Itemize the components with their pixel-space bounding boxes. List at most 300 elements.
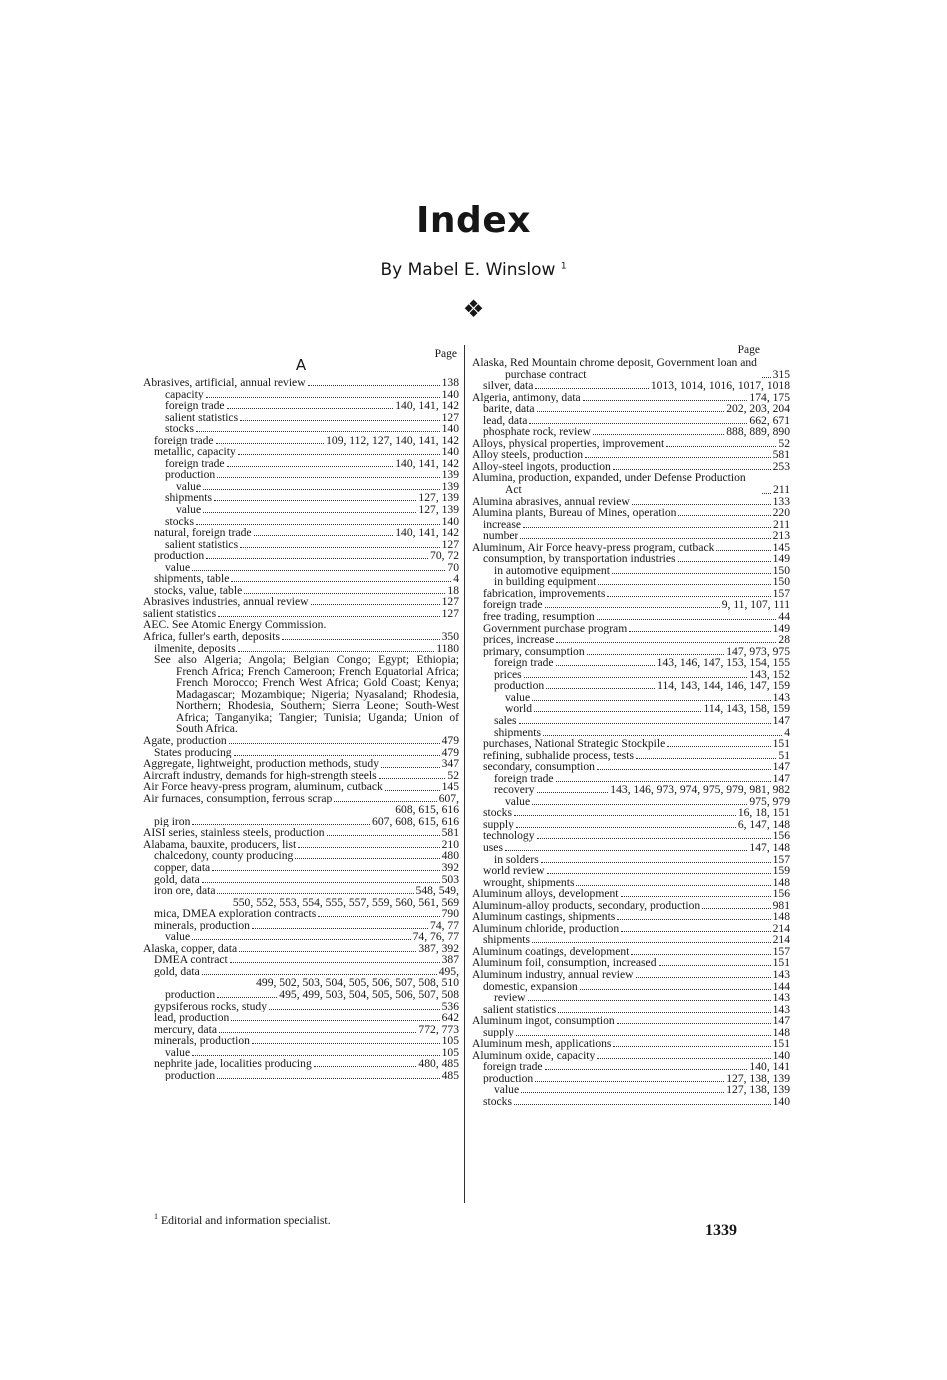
index-entry-pages: 151 — [772, 956, 790, 970]
index-entry-pages: 607, 608, 615, 616 — [372, 814, 459, 828]
index-entry-label: shipments — [483, 934, 531, 946]
index-entry-label: prices, increase — [483, 634, 555, 646]
index-entry-pages: 499, 502, 503, 504, 505, 506, 507, 508, 510 — [256, 976, 459, 990]
leader-dots — [239, 950, 416, 952]
leader-dots — [612, 572, 771, 574]
leader-dots — [636, 976, 771, 978]
author-byline — [0, 260, 947, 280]
leader-dots — [519, 722, 771, 724]
leader-dots — [203, 488, 440, 490]
index-entry-label: chalcedony, county producing — [154, 850, 294, 862]
index-entry-label: gold, data — [154, 965, 200, 978]
index-entry-label: consumption, by transportation industries — [483, 553, 676, 565]
index-entry-label: AISI series, stainless steels, production — [143, 827, 325, 839]
index-entry-pages: 127 — [441, 410, 459, 424]
index-entry — [472, 472, 790, 495]
leader-dots — [597, 1057, 770, 1059]
index-entry-label: Africa, fuller's earth, deposits — [143, 631, 280, 643]
index-entry-label: value — [176, 480, 202, 493]
leader-dots — [659, 964, 771, 966]
leader-dots — [678, 514, 770, 516]
leader-dots — [516, 826, 736, 828]
index-entry-pages: 156 — [772, 829, 790, 843]
index-entry-label: Aluminum ingot, consumption — [472, 1015, 615, 1027]
index-entry-label: metallic, capacity — [154, 446, 236, 458]
footnote-text: Editorial and information specialist. — [160, 1212, 331, 1227]
index-entry-pages: 148 — [772, 910, 790, 924]
index-entry-label: foreign trade — [154, 434, 214, 447]
index-entry-label: supply — [483, 1026, 514, 1039]
leader-dots — [308, 384, 440, 386]
leader-dots — [716, 549, 770, 551]
index-entry-pages: 16, 18, 151 — [737, 806, 790, 820]
index-entry-pages: 127, 139 — [418, 503, 459, 517]
index-entry — [472, 888, 790, 900]
index-entry — [472, 981, 790, 993]
index-entry — [143, 492, 459, 504]
index-entry-label: Alloy steels, production — [472, 449, 584, 461]
index-entry — [472, 461, 790, 473]
leader-dots — [632, 503, 771, 505]
index-entry — [143, 885, 459, 897]
index-entry — [143, 1001, 459, 1013]
index-entry-pages: 174, 175 — [749, 390, 790, 404]
index-entry — [472, 842, 790, 854]
index-entry — [143, 423, 459, 435]
index-entry — [472, 634, 790, 646]
leader-dots — [334, 800, 436, 802]
leader-dots — [558, 1011, 771, 1013]
index-entry — [143, 920, 459, 932]
leader-dots — [206, 557, 428, 559]
index-entry — [472, 703, 790, 715]
index-entry — [143, 989, 459, 1001]
index-entry-label: lead, data — [483, 414, 528, 427]
index-entry-pages: 772, 773 — [418, 1022, 459, 1036]
section-letter: A — [295, 356, 307, 374]
index-entry — [472, 957, 790, 969]
index-entry-pages: 157 — [772, 944, 790, 958]
index-entry-pages: 480, 485 — [418, 1057, 459, 1071]
index-entry-pages: 143 — [772, 967, 790, 981]
index-entry-pages: 52 — [778, 436, 790, 450]
index-entry-label: lead, production — [154, 1012, 230, 1024]
index-entry — [472, 1084, 790, 1096]
index-entry-label: in automotive equipment — [494, 564, 610, 577]
index-entry-label: increase — [483, 518, 521, 531]
index-entry — [472, 496, 790, 508]
index-entries-right — [472, 357, 790, 1108]
index-entry — [143, 1024, 459, 1036]
index-entry-pages: 9, 11, 107, 111 — [721, 598, 790, 612]
index-entry-label: Alloy-steel ingots, production — [472, 460, 611, 473]
leader-dots — [216, 442, 325, 444]
leader-dots — [528, 999, 771, 1001]
index-column-left — [143, 347, 459, 1081]
index-entry-pages: 133 — [772, 494, 790, 508]
index-entry-pages: 140 — [772, 1095, 790, 1108]
index-entry-label: mica, DMEA exploration contracts — [154, 908, 317, 920]
index-entry-pages: 157 — [772, 586, 790, 600]
index-entry-pages: 151 — [772, 737, 790, 751]
index-entry-pages: 151 — [772, 1037, 790, 1051]
leader-dots — [762, 492, 771, 494]
index-entry-label: Aluminum foil, consumption, increased — [472, 957, 657, 969]
index-entry-label: Aluminum oxide, capacity — [472, 1049, 596, 1062]
index-entry-pages: 74, 76, 77 — [412, 930, 459, 944]
index-entry — [472, 877, 790, 889]
index-entry-label: gold, data — [154, 873, 200, 886]
index-entry — [472, 426, 790, 438]
index-entry-pages: 147, 148 — [749, 840, 790, 854]
leader-dots — [762, 376, 771, 378]
index-entry-label: salient statistics — [165, 538, 239, 551]
index-entry-pages: 147 — [772, 771, 790, 785]
index-entry-label: production — [165, 469, 216, 481]
index-entry-label: Aluminum chloride, production — [472, 922, 620, 935]
index-entry-pages: 392 — [441, 860, 459, 874]
index-entry — [472, 923, 790, 935]
leader-dots — [238, 650, 434, 652]
index-entry-label: stocks — [483, 807, 512, 819]
index-entry-label: Alumina abrasives, annual review — [472, 495, 630, 508]
index-entry-label: minerals, production — [154, 919, 250, 932]
leader-dots — [576, 884, 770, 886]
index-entry — [472, 530, 790, 542]
index-entry-pages: 74, 77 — [430, 918, 459, 932]
index-entry-label: value — [176, 504, 202, 516]
author-name: By Mabel E. Winslow — [380, 260, 556, 280]
index-entry-pages: 140 — [441, 445, 459, 459]
leader-dots — [269, 1008, 440, 1010]
leader-dots — [597, 768, 771, 770]
index-entry-pages: 127 — [441, 537, 459, 551]
leader-dots — [636, 757, 776, 759]
index-entry — [472, 819, 790, 831]
leader-dots — [385, 789, 440, 791]
index-entry-label: prices — [494, 668, 522, 681]
index-entry — [143, 931, 459, 943]
leader-dots — [556, 641, 776, 643]
leader-dots — [192, 938, 411, 940]
footnote-mark: 1 — [154, 1212, 158, 1221]
index-entry — [143, 1012, 459, 1024]
index-entry — [472, 657, 790, 669]
index-entry — [143, 954, 459, 966]
index-entry — [472, 900, 790, 912]
leader-dots — [541, 861, 771, 863]
leader-dots — [217, 996, 277, 998]
leader-dots — [545, 606, 720, 608]
leader-dots — [613, 1045, 770, 1047]
index-entry-pages: 981 — [772, 898, 790, 912]
leader-dots — [505, 849, 747, 851]
index-entry — [472, 854, 790, 866]
index-entry — [472, 992, 790, 1004]
leader-dots — [379, 777, 446, 779]
leader-dots — [196, 523, 440, 525]
leader-dots — [535, 1080, 724, 1082]
index-entry-label: foreign trade — [165, 457, 225, 470]
leader-dots — [217, 1077, 439, 1079]
index-entry-label: production — [483, 1072, 534, 1085]
index-entry-pages: 548, 549, — [415, 884, 459, 898]
index-entry-pages: 210 — [441, 837, 459, 851]
index-entry-pages: 148 — [772, 1025, 790, 1039]
index-entry-pages: 70 — [447, 560, 459, 574]
index-entry-pages: 147 — [772, 1014, 790, 1028]
leader-dots — [514, 1103, 771, 1105]
index-entry — [143, 781, 459, 793]
index-entry-label: Abrasives industries, annual review — [143, 596, 309, 608]
leader-dots — [327, 834, 440, 836]
page-number: 1339 — [705, 1222, 737, 1239]
index-entry — [472, 1096, 790, 1108]
index-entry-label: DMEA contract — [154, 954, 228, 966]
page-column-header: Page — [737, 344, 760, 356]
leader-dots — [607, 595, 770, 597]
index-entry-label: fabrication, improvements — [483, 587, 606, 600]
index-entry-label: pig iron — [154, 815, 191, 828]
index-entry-label: secondary, consumption — [483, 761, 595, 773]
index-entry — [472, 599, 790, 611]
index-entry-pages: 480 — [441, 849, 459, 863]
leader-dots — [202, 881, 440, 883]
page-title: Index — [416, 200, 531, 241]
index-entry-pages: 143, 146, 147, 153, 154, 155 — [656, 656, 790, 670]
leader-dots — [534, 710, 701, 712]
index-entry — [143, 631, 459, 643]
index-entry-pages: 156 — [772, 887, 790, 901]
leader-dots — [546, 687, 655, 689]
leader-dots — [252, 1042, 440, 1044]
footnote — [154, 1212, 331, 1228]
index-entry-label: primary, consumption — [483, 645, 585, 658]
leader-dots — [543, 734, 782, 736]
index-entry-pages: 220 — [772, 506, 790, 520]
index-entry-label: capacity — [165, 388, 204, 401]
index-entry-pages: 143, 146, 973, 974, 975, 979, 981, 982 — [610, 783, 790, 797]
index-entry-label: Aggregate, lightweight, production methods, study — [143, 758, 380, 770]
leader-dots — [202, 973, 437, 975]
index-entry-pages: 145 — [441, 780, 459, 794]
index-entry-pages: 536 — [441, 999, 459, 1013]
leader-dots — [203, 511, 416, 513]
index-entry — [472, 946, 790, 958]
leader-dots — [520, 537, 770, 539]
index-entry: AEC. See Atomic Energy Commission. — [143, 618, 327, 632]
index-entry — [143, 412, 459, 424]
index-entry-label: Alloys, physical properties, improvement — [472, 437, 665, 450]
index-entry-pages: 202, 203, 204 — [726, 402, 790, 416]
footnote-mark: 1 — [560, 261, 567, 272]
index-entry-pages: 114, 143, 144, 146, 147, 159 — [657, 679, 790, 693]
leader-dots — [196, 430, 440, 432]
index-entry-label: Air furnaces, consumption, ferrous scrap — [143, 792, 333, 805]
leader-dots — [252, 927, 428, 929]
index-entry-pages: 127, 138, 139 — [726, 1083, 790, 1097]
leader-dots — [617, 1022, 771, 1024]
index-entry-pages: 139 — [441, 479, 459, 493]
index-entry-label: foreign trade — [494, 772, 554, 785]
leader-dots — [535, 387, 648, 389]
index-entry-label: barite, data — [483, 403, 535, 415]
index-entry-label: Agate, production — [143, 734, 227, 747]
leader-dots — [218, 615, 440, 617]
index-entry-label: domestic, expansion — [483, 980, 578, 993]
leader-dots — [583, 399, 748, 401]
leader-dots — [295, 857, 439, 859]
leader-dots — [521, 1091, 724, 1093]
index-entry-pages: 253 — [772, 459, 790, 473]
index-entry-pages: 140 — [772, 1048, 790, 1062]
index-entry-pages: 211 — [773, 483, 790, 497]
index-entry-pages: 581 — [772, 448, 790, 462]
leader-dots — [585, 456, 771, 458]
index-entry-pages: 149 — [772, 552, 790, 566]
index-entry-pages: 6, 147, 148 — [737, 817, 790, 831]
index-entry: See also Algeria; Angola; Belgian Congo; Egypt; Ethiopia; French Africa; French Cameroon; French Equatorial Africa; French Morocco; French West Africa; Gold Coast; Kenya; Madagascar; Mozambique; Nigeria; Nyasaland; Rhodesia, Northern; Rhodesia, Southern; Sierra Leone; South-West Africa; Tanganyika; Tangier; Tunisia; Uganda; Union of South Africa. — [154, 653, 459, 736]
index-entry-pages: 44 — [778, 610, 790, 624]
leader-dots — [229, 742, 440, 744]
index-entry-pages: 143 — [772, 1002, 790, 1016]
leader-dots — [227, 407, 394, 409]
index-entry-label: Aluminum castings, shipments — [472, 911, 616, 923]
index-entry — [472, 623, 790, 635]
index-entry — [472, 738, 790, 750]
index-entry-label: purchases, National Strategic Stockpile — [483, 738, 666, 750]
index-entry-pages: 143, 152 — [749, 667, 790, 681]
index-entry — [143, 747, 459, 759]
index-entry-pages: 140 — [441, 387, 459, 401]
leader-dots — [629, 630, 770, 632]
index-entry-pages: 607, — [438, 791, 459, 805]
index-entry-label: Aluminum, Air Force heavy-press program, cutback — [472, 541, 715, 554]
index-entry-pages: 114, 143, 158, 159 — [703, 702, 790, 716]
leader-dots — [219, 1031, 416, 1033]
index-entry-pages: 350 — [441, 630, 459, 644]
index-entry-label: foreign trade — [483, 599, 543, 612]
index-entry-pages: 138 — [441, 376, 459, 389]
index-entry-label: Air Force heavy-press program, aluminum, cutback — [143, 781, 383, 793]
index-entry — [143, 539, 459, 551]
index-entry-label: world — [505, 703, 533, 715]
index-entry-label: gypsiferous rocks, study — [154, 1000, 268, 1013]
index-entry-label: foreign trade — [483, 1061, 543, 1073]
index-entry-pages: 140 — [441, 514, 459, 528]
index-entry — [472, 438, 790, 450]
leader-dots — [311, 603, 440, 605]
index-entry — [472, 750, 790, 762]
index-entry-label: Algeria, antimony, data — [472, 391, 581, 404]
index-entry-pages: 608, 615, 616 — [395, 803, 459, 817]
index-entry — [143, 827, 459, 839]
index-entry-pages: 51 — [778, 748, 790, 762]
index-entry — [472, 553, 790, 565]
index-entry-label: minerals, production — [154, 1035, 250, 1047]
index-entry-label: number — [483, 530, 519, 542]
index-entry — [143, 469, 459, 481]
index-entry-pages: 159 — [772, 864, 790, 878]
index-entry-pages: 550, 552, 553, 554, 555, 557, 559, 560, 561, 569 — [232, 895, 459, 909]
leader-dots — [545, 1068, 748, 1070]
index-entry — [143, 377, 459, 389]
index-entry-label: production — [165, 1069, 216, 1082]
index-entry-label: shipments — [494, 726, 542, 739]
index-entry-label: value — [165, 561, 191, 574]
index-entry-pages: 70, 72 — [430, 549, 459, 563]
index-entry — [143, 908, 459, 920]
index-entry — [472, 1038, 790, 1050]
index-entry-label: in solders — [494, 853, 539, 866]
leader-dots — [238, 453, 440, 455]
index-entry-label: salient statistics — [143, 607, 217, 620]
leader-dots — [314, 1065, 417, 1067]
index-entry — [143, 862, 459, 874]
index-entry-pages: 642 — [441, 1011, 459, 1025]
index-entry-label: technology — [483, 830, 535, 842]
index-entry-pages: 479 — [441, 733, 459, 747]
index-entry-pages: 150 — [772, 575, 790, 589]
index-entry-pages: 213 — [772, 529, 790, 543]
leader-dots — [318, 915, 439, 917]
index-entry-label: refining, subhalide process, tests — [483, 749, 635, 762]
leader-dots — [702, 907, 770, 909]
index-entry — [143, 735, 459, 747]
index-entry — [472, 865, 790, 877]
index-entry — [472, 611, 790, 623]
leader-dots — [597, 618, 777, 620]
leader-dots — [217, 476, 439, 478]
index-entry-label: Aluminum coatings, development — [472, 945, 630, 958]
index-entry-pages: 1013, 1014, 1016, 1017, 1018 — [650, 379, 790, 393]
index-entry — [143, 550, 459, 562]
leader-dots — [556, 780, 771, 782]
index-entry-pages: 214 — [772, 933, 790, 947]
index-entry-label: Aluminum mesh, applications — [472, 1038, 612, 1050]
index-entry-label: production — [165, 988, 216, 1001]
leader-dots — [537, 837, 771, 839]
leader-dots — [593, 433, 724, 435]
index-entry-pages: 105 — [441, 1045, 459, 1059]
leader-dots — [580, 988, 771, 990]
leader-dots — [240, 546, 440, 548]
leader-dots — [598, 583, 770, 585]
index-entry-pages: 140, 141, 142 — [395, 399, 459, 413]
index-entry-label: stocks — [165, 515, 194, 528]
index-entry — [472, 565, 790, 577]
leader-dots — [537, 410, 725, 412]
index-entry-label: review — [494, 992, 526, 1004]
index-entry — [472, 357, 790, 380]
index-entry-label: stocks — [165, 423, 194, 435]
leader-dots — [192, 1054, 440, 1056]
index-entry-pages: 143 — [772, 690, 790, 704]
index-entry-label: Alaska, Red Mountain chrome deposit, Government loan and purchase contract — [472, 357, 757, 381]
index-entry-label: salient statistics — [165, 411, 239, 424]
index-entry-pages: 150 — [772, 563, 790, 577]
leader-dots — [516, 1034, 771, 1036]
index-entry-pages: 503 — [441, 872, 459, 886]
index-entry-label: Aluminum-alloy products, secondary, production — [472, 899, 701, 912]
index-entry-pages: 105 — [441, 1034, 459, 1048]
index-entry — [143, 943, 459, 955]
leader-dots — [523, 526, 771, 528]
index-entry-pages: 4 — [784, 725, 790, 739]
index-entry-pages: 18 — [447, 583, 459, 597]
index-entry-pages: 140 — [441, 422, 459, 436]
index-entry-label: silver, data — [483, 380, 534, 392]
